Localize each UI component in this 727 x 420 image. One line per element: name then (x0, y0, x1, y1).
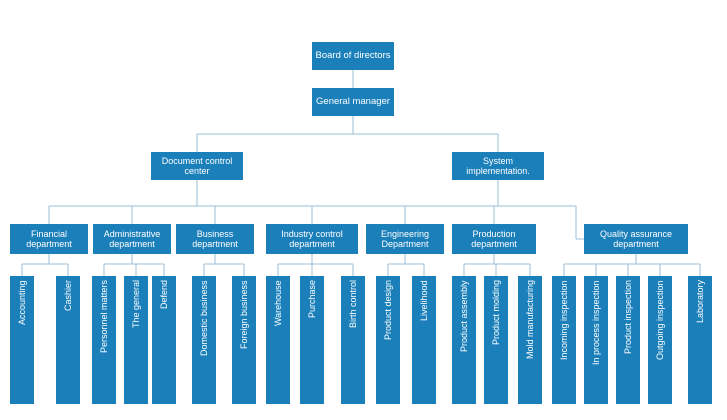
node-personnel-matters[interactable]: Personnel matters (92, 276, 116, 404)
node-general-manager[interactable]: General manager (312, 88, 394, 116)
node-in-process-inspection[interactable]: In process inspection (584, 276, 608, 404)
node-industry-control-department[interactable]: Industry control department (266, 224, 358, 254)
node-system-implementation[interactable]: System implementation. (452, 152, 544, 180)
node-cashier[interactable]: Cashier (56, 276, 80, 404)
node-board-of-directors[interactable]: Board of directors (312, 42, 394, 70)
node-foreign-business[interactable]: Foreign business (232, 276, 256, 404)
node-outgoing-inspection[interactable]: Outgoing inspection (648, 276, 672, 404)
node-financial-department[interactable]: Financial department (10, 224, 88, 254)
node-business-department[interactable]: Business department (176, 224, 254, 254)
node-warehouse[interactable]: Warehouse (266, 276, 290, 404)
node-product-assembly[interactable]: Product assembly (452, 276, 476, 404)
node-product-inspection[interactable]: Product inspection (616, 276, 640, 404)
node-administrative-department[interactable]: Administrative department (93, 224, 171, 254)
node-document-control-center[interactable]: Document control center (151, 152, 243, 180)
node-the-general[interactable]: The general (124, 276, 148, 404)
node-mold-manufacturing[interactable]: Mold manufacturing (518, 276, 542, 404)
node-product-molding[interactable]: Product molding (484, 276, 508, 404)
node-quality-assurance-department[interactable]: Quality assurance department (584, 224, 688, 254)
node-accounting[interactable]: Accounting (10, 276, 34, 404)
node-laboratory[interactable]: Laboratory (688, 276, 712, 404)
node-defend[interactable]: Defend (152, 276, 176, 404)
node-livelihood[interactable]: Livelihood (412, 276, 436, 404)
node-purchase[interactable]: Purchase (300, 276, 324, 404)
node-birth-control[interactable]: Birth control (341, 276, 365, 404)
node-production-department[interactable]: Production department (452, 224, 536, 254)
node-product-design[interactable]: Product design (376, 276, 400, 404)
node-incoming-inspection[interactable]: Incoming inspection (552, 276, 576, 404)
node-domestic-business[interactable]: Domestic business (192, 276, 216, 404)
node-engineering-department[interactable]: Engineering Department (366, 224, 444, 254)
